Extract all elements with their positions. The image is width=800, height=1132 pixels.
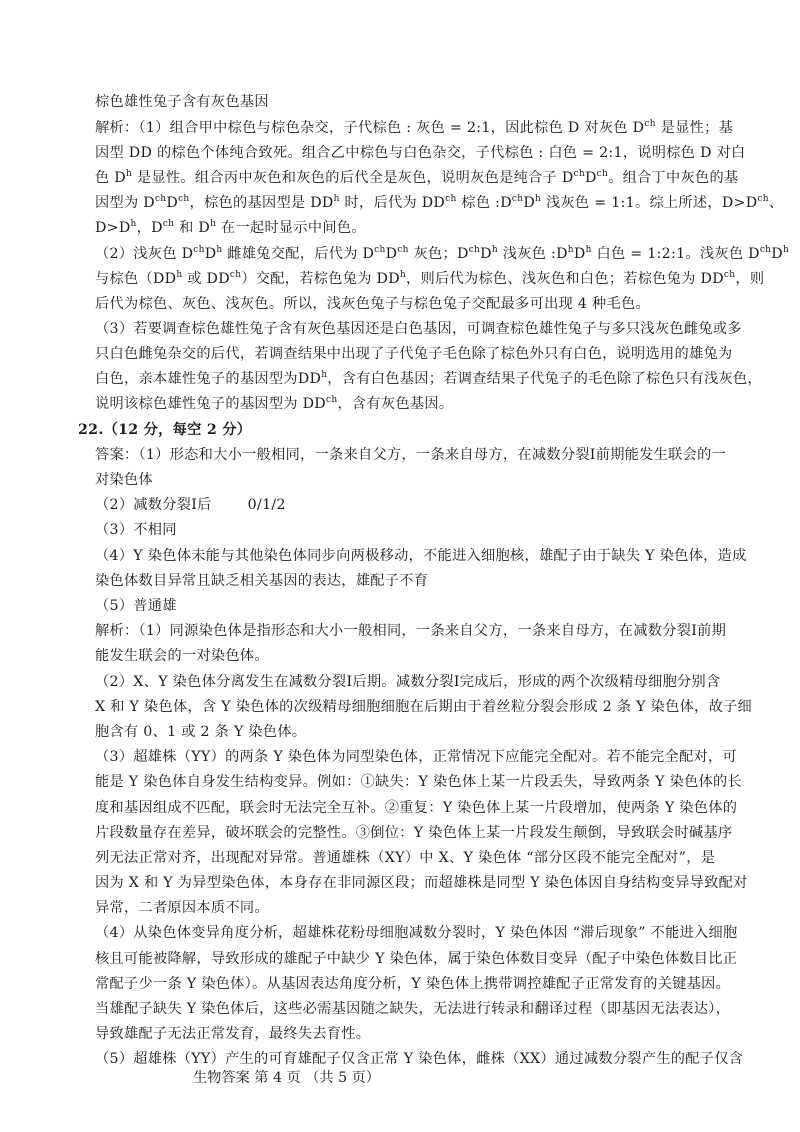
text-line: （2）X、Y 染色体分离发生在减数分裂Ⅰ后期。减数分裂Ⅰ完成后，形成的两个次级精母细胞分别含 bbox=[95, 674, 721, 690]
text-line: （5）超雄株（YY）产生的可育雄配子仅含正常 Y 染色体，雌株（XX）通过减数分裂产生的配子仅含 bbox=[95, 1051, 744, 1067]
text-line: 色 $D^h$ 是显性。组合丙中灰色和灰色的后代全是灰色，说明灰色是纯合子 $D^{ch}D^{ch}$。组合丁中灰色的基 bbox=[95, 169, 739, 186]
text-line: 异常，二者原因本质不同。 bbox=[95, 900, 269, 916]
text-line: 只白色雌兔杂交的后代，若调查结果中出现了子代兔子毛色除了棕色外只有白色，说明选用的雄兔为 bbox=[95, 346, 733, 362]
text-line: （4）Y 染色体未能与其他染色体同步向两极移动，不能进入细胞核，雄配子由于缺失 Y 染色体，造成 bbox=[95, 548, 747, 564]
text-line: 解析：（1）同源染色体是指形态和大小一般相同，一条来自父方，一条来自母方，在减数分裂Ⅰ前期 bbox=[95, 623, 727, 639]
question-22-heading: 22.（12 分，每空 2 分） bbox=[78, 422, 252, 438]
text-line: （2）浅灰色 $D^{ch}D^h$ 雌雄兔交配，后代为 $D^{ch}D^{ch}$ 灰色；$D^{ch}D^h$ 浅灰色 $:D^hD^h$ 白色 = 1:2:1。浅灰色 $D^{ch}D^h$ bbox=[95, 245, 790, 262]
text-line: 常配子少一条 Y 染色体）。从基因表达角度分析，Y 染色体上携带调控雄配子正常发育的关键基因。 bbox=[95, 976, 731, 992]
text-line: 核且可能被降解，导致形成的雄配子中缺少 Y 染色体，属于染色体数目变异（配子中染色体数目比正 bbox=[95, 951, 738, 967]
text-line: 与棕色（$DD^h$ 或 $DD^{ch}$）交配，若棕色兔为 $DD^h$，则后代为棕色、浅灰色和白色；若棕色兔为 $DD^{ch}$，则 bbox=[95, 270, 765, 287]
text-line: 度和基因组成不匹配，联会时无法完全互补。②重复：Y 染色体上某一片段增加，使两条 Y 染色体的 bbox=[95, 800, 738, 816]
text-line: 棕色雄性兔子含有灰色基因 bbox=[95, 94, 269, 110]
text-line: 能发生联会的一对染色体。 bbox=[95, 648, 269, 664]
text-line: （3）超雄株（YY）的两条 Y 染色体为同型染色体，正常情况下应能完全配对。若不能完全配对，可 bbox=[95, 749, 737, 765]
text-line: （3）若要调查棕色雄性兔子含有灰色基因还是白色基因，可调查棕色雄性兔子与多只浅灰色雌兔或多 bbox=[95, 321, 742, 337]
text-line: 解析：（1）组合甲中棕色与棕色杂交，子代棕色 : 灰色 = 2:1，因此棕色 D 对灰色 $D^{ch}$ 是显性；基 bbox=[95, 119, 734, 136]
text-line: 因型 DD 的棕色个体纯合致死。组合乙中棕色与白色杂交，子代棕色 : 白色 = 2:1，说明棕色 D 对白 bbox=[95, 145, 746, 161]
text-line: 后代为棕色、灰色、浅灰色。所以，浅灰色兔子与棕色兔子交配最多可出现 4 种毛色。 bbox=[95, 296, 650, 312]
text-line: 能是 Y 染色体自身发生结构变异。例如：①缺失：Y 染色体上某一片段丢失，导致两条 Y 染色体的长 bbox=[95, 774, 743, 790]
text-line: （3）不相同 bbox=[95, 522, 177, 538]
text-line: 说明该棕色雄性兔子的基因型为 $DD^{ch}$，含有灰色基因。 bbox=[95, 395, 454, 412]
text-line: 列无法正常对齐，出现配对异常。普通雄株（XY）中 X、Y 染色体 “部分区段不能完全配对”，是 bbox=[95, 850, 716, 866]
text-line: 对染色体 bbox=[95, 472, 153, 488]
text-line: 片段数量存在差异，破坏联会的完整性。③倒位：Y 染色体上某一片段发生颠倒，导致联会时碱基序 bbox=[95, 825, 733, 841]
text-line: $D>D^h$，$D^{ch}$ 和 $D^h$ 在一起时显示中间色。 bbox=[95, 219, 366, 236]
text-line: X 和 Y 染色体，含 Y 染色体的次级精母细胞细胞在后期由于着丝粒分裂会形成 2 条 Y 染色体，故子细 bbox=[95, 699, 753, 715]
page-footer: 生物答案 第 4 页 （共 5 页） bbox=[193, 1070, 380, 1086]
text-line: 因型为 $D^{ch}D^{ch}$，棕色的基因型是 $DD^h$ 时，后代为 $DD^{ch}$ 棕色 $:D^{ch}D^h$ 浅灰色 = 1:1。综上所述，$D>D^{ch}$、 bbox=[95, 194, 784, 211]
text-line: 因为 X 和 Y 为异型染色体，本身存在非同源区段；而超雄株是同型 Y 染色体因自身结构变异导致配对 bbox=[95, 875, 748, 891]
text-line: 染色体数目异常且缺乏相关基因的表达，雄配子不育 bbox=[95, 573, 429, 589]
text-line: 当雄配子缺失 Y 染色体后，这些必需基因随之缺失，无法进行转录和翻译过程（即基因无法表达）， bbox=[95, 1001, 731, 1017]
text-line: 胞含有 0、1 或 2 条 Y 染色体。 bbox=[95, 724, 307, 740]
text-line: 导致雄配子无法正常发育，最终失去育性。 bbox=[95, 1026, 371, 1042]
text-line: 答案：（1）形态和大小一般相同，一条来自父方，一条来自母方，在减数分裂Ⅰ前期能发生联会的一 bbox=[95, 447, 727, 463]
text-line: 白色，亲本雄性兔子的基因型为$DD^h$，含有白色基因；若调查结果子代兔子的毛色除了棕色只有浅灰色， bbox=[95, 370, 762, 387]
text-line: （5）普通雄 bbox=[95, 598, 177, 614]
text-line: （4）从染色体变异角度分析，超雄株花粉母细胞减数分裂时，Y 染色体因 “滞后现象” 不能进入细胞 bbox=[95, 925, 738, 941]
text-line: （2）减数分裂Ⅰ后 0/1/2 bbox=[95, 497, 286, 513]
